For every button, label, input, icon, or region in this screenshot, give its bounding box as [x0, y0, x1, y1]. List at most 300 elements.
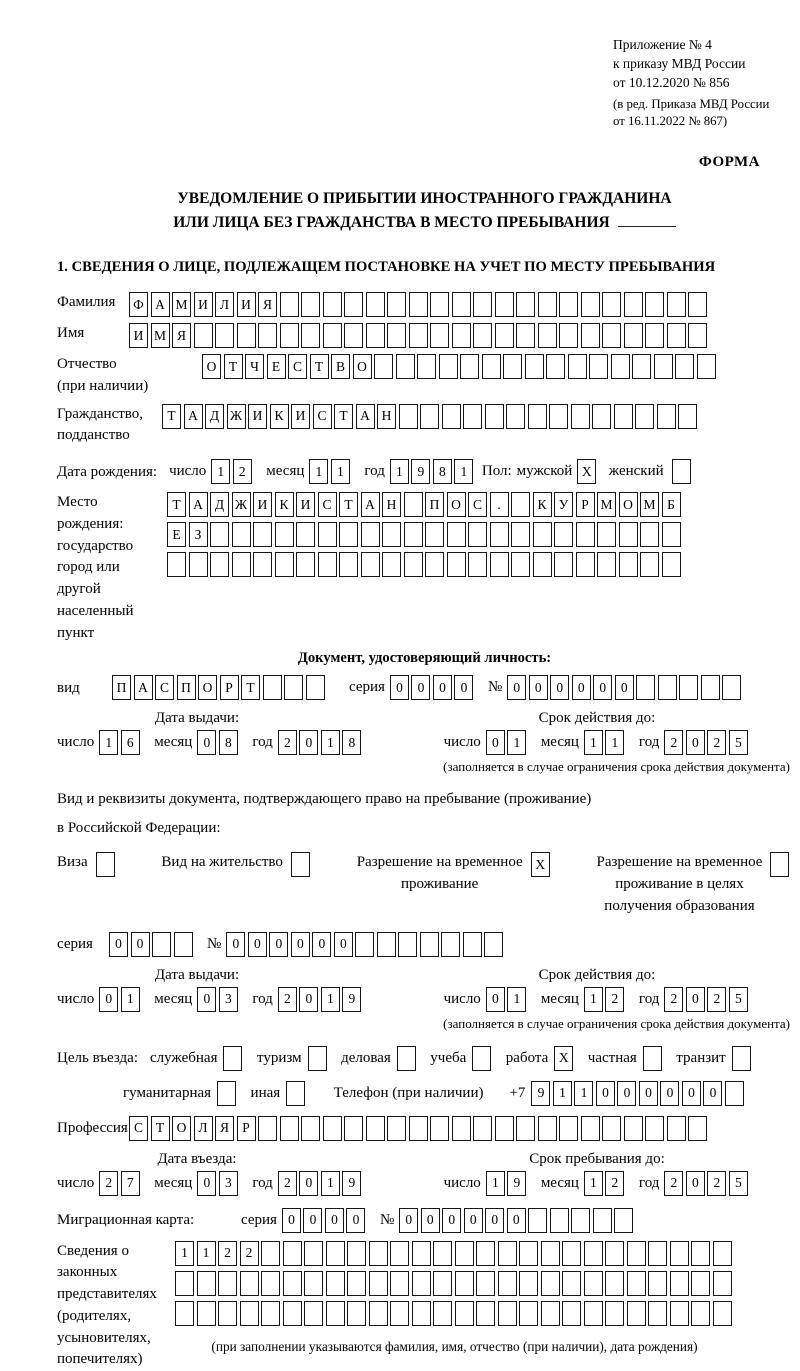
char-cell[interactable]: 0 [299, 730, 318, 755]
char-cell[interactable]: 0 [572, 675, 591, 700]
char-cell[interactable]: 0 [617, 1081, 636, 1106]
male-checkbox[interactable] [577, 459, 599, 484]
char-cell[interactable] [425, 552, 444, 577]
char-cell[interactable]: А [189, 492, 208, 517]
char-cell[interactable] [619, 522, 638, 547]
char-cell[interactable]: 2 [278, 987, 297, 1012]
char-cell[interactable]: С [313, 404, 332, 429]
char-cell[interactable]: 9 [531, 1081, 550, 1106]
char-cell[interactable] [713, 1301, 732, 1326]
visa-checkbox[interactable] [96, 852, 118, 877]
char-cell[interactable] [468, 522, 487, 547]
char-cell[interactable] [670, 1301, 689, 1326]
char-cell[interactable]: С [288, 354, 307, 379]
char-cell[interactable] [495, 323, 514, 348]
char-cell[interactable] [654, 354, 673, 379]
char-cell[interactable]: 1 [175, 1241, 194, 1266]
char-cell[interactable] [559, 323, 578, 348]
char-cell[interactable]: X [531, 852, 550, 877]
char-cell[interactable]: 0 [442, 1208, 461, 1233]
doc-type-cells[interactable] [112, 675, 327, 700]
char-cell[interactable] [253, 522, 272, 547]
char-cell[interactable]: Т [241, 675, 260, 700]
char-cell[interactable] [275, 522, 294, 547]
char-cell[interactable]: А [184, 404, 203, 429]
char-cell[interactable]: 0 [131, 932, 150, 957]
char-cell[interactable]: 0 [507, 675, 526, 700]
char-cell[interactable] [240, 1271, 259, 1296]
char-cell[interactable]: И [296, 492, 315, 517]
char-cell[interactable]: 0 [703, 1081, 722, 1106]
char-cell[interactable]: 0 [550, 675, 569, 700]
char-cell[interactable] [344, 1116, 363, 1141]
char-cell[interactable]: 9 [411, 459, 430, 484]
char-cell[interactable] [455, 1301, 474, 1326]
char-cell[interactable] [430, 323, 449, 348]
char-cell[interactable] [511, 522, 530, 547]
char-cell[interactable] [347, 1241, 366, 1266]
char-cell[interactable] [562, 1301, 581, 1326]
residence-permit-checkbox[interactable] [291, 852, 313, 877]
char-cell[interactable] [261, 1271, 280, 1296]
doc-issue-day-cells[interactable] [99, 730, 142, 755]
char-cell[interactable] [691, 1271, 710, 1296]
char-cell[interactable] [688, 323, 707, 348]
char-cell[interactable] [301, 1116, 320, 1141]
char-cell[interactable] [390, 1301, 409, 1326]
char-cell[interactable] [296, 552, 315, 577]
char-cell[interactable]: О [172, 1116, 191, 1141]
char-cell[interactable] [223, 1046, 242, 1071]
char-cell[interactable] [258, 1116, 277, 1141]
char-cell[interactable]: П [425, 492, 444, 517]
doc-valid-year-cells[interactable] [664, 730, 750, 755]
char-cell[interactable]: 1 [321, 730, 340, 755]
char-cell[interactable]: Ф [129, 292, 148, 317]
char-cell[interactable] [571, 404, 590, 429]
doc-issue-year-cells[interactable] [278, 730, 364, 755]
char-cell[interactable] [678, 404, 697, 429]
char-cell[interactable] [688, 1116, 707, 1141]
char-cell[interactable] [640, 552, 659, 577]
char-cell[interactable] [404, 492, 423, 517]
char-cell[interactable] [648, 1301, 667, 1326]
birth-month-cells[interactable] [309, 459, 352, 484]
surname-cells[interactable] [129, 292, 710, 317]
char-cell[interactable]: 9 [342, 987, 361, 1012]
char-cell[interactable] [511, 492, 530, 517]
char-cell[interactable]: Т [162, 404, 181, 429]
char-cell[interactable]: 0 [464, 1208, 483, 1233]
char-cell[interactable] [344, 292, 363, 317]
char-cell[interactable] [291, 852, 310, 877]
char-cell[interactable]: О [198, 675, 217, 700]
char-cell[interactable] [627, 1271, 646, 1296]
char-cell[interactable] [645, 323, 664, 348]
char-cell[interactable] [533, 522, 552, 547]
char-cell[interactable] [468, 552, 487, 577]
char-cell[interactable]: Е [167, 522, 186, 547]
char-cell[interactable] [283, 1241, 302, 1266]
char-cell[interactable] [632, 354, 651, 379]
char-cell[interactable]: 0 [299, 1171, 318, 1196]
char-cell[interactable]: 0 [596, 1081, 615, 1106]
char-cell[interactable] [670, 1241, 689, 1266]
char-cell[interactable] [476, 1271, 495, 1296]
char-cell[interactable] [218, 1301, 237, 1326]
char-cell[interactable] [377, 932, 396, 957]
char-cell[interactable]: Я [258, 292, 277, 317]
char-cell[interactable] [627, 1241, 646, 1266]
char-cell[interactable]: 1 [553, 1081, 572, 1106]
char-cell[interactable]: Ж [227, 404, 246, 429]
rvp-series-cells[interactable] [109, 932, 195, 957]
char-cell[interactable] [476, 1301, 495, 1326]
char-cell[interactable] [619, 552, 638, 577]
char-cell[interactable] [528, 1208, 547, 1233]
char-cell[interactable] [301, 292, 320, 317]
char-cell[interactable] [339, 552, 358, 577]
char-cell[interactable]: 1 [507, 987, 526, 1012]
char-cell[interactable] [482, 354, 501, 379]
char-cell[interactable]: 1 [507, 730, 526, 755]
char-cell[interactable] [369, 1271, 388, 1296]
char-cell[interactable]: 1 [454, 459, 473, 484]
char-cell[interactable]: Ж [232, 492, 251, 517]
birthplace-row3-cells[interactable] [167, 552, 683, 577]
birth-year-cells[interactable] [390, 459, 476, 484]
char-cell[interactable] [490, 522, 509, 547]
char-cell[interactable]: 0 [660, 1081, 679, 1106]
stay-year-cells[interactable] [664, 1171, 750, 1196]
char-cell[interactable] [409, 292, 428, 317]
char-cell[interactable]: 0 [197, 987, 216, 1012]
char-cell[interactable]: М [597, 492, 616, 517]
char-cell[interactable]: 2 [605, 1171, 624, 1196]
char-cell[interactable] [506, 404, 525, 429]
char-cell[interactable] [197, 1271, 216, 1296]
char-cell[interactable]: Т [334, 404, 353, 429]
char-cell[interactable] [571, 1208, 590, 1233]
char-cell[interactable]: 3 [219, 1171, 238, 1196]
purpose-business-checkbox[interactable] [223, 1046, 245, 1071]
char-cell[interactable]: М [151, 323, 170, 348]
doc-valid-day-cells[interactable] [486, 730, 529, 755]
char-cell[interactable] [498, 1271, 517, 1296]
char-cell[interactable] [645, 292, 664, 317]
char-cell[interactable]: 5 [729, 730, 748, 755]
char-cell[interactable] [592, 404, 611, 429]
char-cell[interactable]: 0 [346, 1208, 365, 1233]
char-cell[interactable] [484, 932, 503, 957]
char-cell[interactable]: 0 [639, 1081, 658, 1106]
char-cell[interactable]: 0 [411, 675, 430, 700]
char-cell[interactable] [404, 552, 423, 577]
char-cell[interactable] [636, 675, 655, 700]
char-cell[interactable] [296, 522, 315, 547]
char-cell[interactable]: К [275, 492, 294, 517]
char-cell[interactable] [326, 1301, 345, 1326]
char-cell[interactable] [495, 292, 514, 317]
char-cell[interactable] [770, 852, 789, 877]
char-cell[interactable]: 0 [334, 932, 353, 957]
char-cell[interactable] [323, 292, 342, 317]
char-cell[interactable] [576, 522, 595, 547]
char-cell[interactable] [463, 404, 482, 429]
char-cell[interactable] [412, 1241, 431, 1266]
char-cell[interactable] [396, 354, 415, 379]
char-cell[interactable]: 2 [707, 987, 726, 1012]
char-cell[interactable]: 0 [486, 987, 505, 1012]
char-cell[interactable]: 1 [605, 730, 624, 755]
char-cell[interactable]: 0 [312, 932, 331, 957]
stay-day-cells[interactable] [486, 1171, 529, 1196]
char-cell[interactable] [554, 522, 573, 547]
char-cell[interactable]: С [318, 492, 337, 517]
char-cell[interactable]: 9 [342, 1171, 361, 1196]
char-cell[interactable]: А [151, 292, 170, 317]
char-cell[interactable] [614, 1208, 633, 1233]
char-cell[interactable] [519, 1301, 538, 1326]
char-cell[interactable]: 0 [399, 1208, 418, 1233]
char-cell[interactable] [624, 323, 643, 348]
char-cell[interactable]: 0 [197, 730, 216, 755]
char-cell[interactable]: Ч [245, 354, 264, 379]
char-cell[interactable] [374, 354, 393, 379]
char-cell[interactable]: 0 [686, 1171, 705, 1196]
char-cell[interactable] [387, 1116, 406, 1141]
char-cell[interactable]: М [172, 292, 191, 317]
doc-series-cells[interactable] [390, 675, 476, 700]
char-cell[interactable] [210, 522, 229, 547]
rvp-valid-day-cells[interactable] [486, 987, 529, 1012]
doc-valid-month-cells[interactable] [584, 730, 627, 755]
char-cell[interactable]: 0 [486, 730, 505, 755]
char-cell[interactable]: 0 [197, 1171, 216, 1196]
char-cell[interactable]: 0 [682, 1081, 701, 1106]
char-cell[interactable] [732, 1046, 751, 1071]
char-cell[interactable] [280, 292, 299, 317]
char-cell[interactable] [275, 552, 294, 577]
char-cell[interactable] [409, 1116, 428, 1141]
char-cell[interactable]: О [353, 354, 372, 379]
char-cell[interactable] [627, 1301, 646, 1326]
char-cell[interactable]: 1 [99, 730, 118, 755]
char-cell[interactable] [175, 1271, 194, 1296]
char-cell[interactable]: 2 [240, 1241, 259, 1266]
char-cell[interactable] [584, 1241, 603, 1266]
char-cell[interactable]: 2 [218, 1241, 237, 1266]
char-cell[interactable] [485, 404, 504, 429]
char-cell[interactable] [430, 1116, 449, 1141]
char-cell[interactable] [675, 354, 694, 379]
char-cell[interactable]: О [447, 492, 466, 517]
char-cell[interactable] [581, 292, 600, 317]
char-cell[interactable] [624, 1116, 643, 1141]
char-cell[interactable]: Т [339, 492, 358, 517]
char-cell[interactable]: 0 [454, 675, 473, 700]
char-cell[interactable] [550, 1208, 569, 1233]
char-cell[interactable] [280, 323, 299, 348]
char-cell[interactable]: 1 [584, 1171, 603, 1196]
char-cell[interactable] [344, 323, 363, 348]
char-cell[interactable]: И [129, 323, 148, 348]
char-cell[interactable] [662, 552, 681, 577]
char-cell[interactable] [412, 1301, 431, 1326]
char-cell[interactable] [455, 1241, 474, 1266]
char-cell[interactable] [635, 404, 654, 429]
char-cell[interactable] [369, 1241, 388, 1266]
char-cell[interactable]: У [554, 492, 573, 517]
char-cell[interactable]: 1 [486, 1171, 505, 1196]
char-cell[interactable]: Д [210, 492, 229, 517]
char-cell[interactable]: 1 [584, 730, 603, 755]
char-cell[interactable] [688, 292, 707, 317]
birth-day-cells[interactable] [211, 459, 254, 484]
char-cell[interactable] [528, 404, 547, 429]
char-cell[interactable]: 1 [121, 987, 140, 1012]
char-cell[interactable] [366, 292, 385, 317]
char-cell[interactable] [387, 292, 406, 317]
char-cell[interactable] [614, 404, 633, 429]
char-cell[interactable]: 8 [342, 730, 361, 755]
char-cell[interactable]: 0 [282, 1208, 301, 1233]
char-cell[interactable] [218, 1271, 237, 1296]
char-cell[interactable] [452, 323, 471, 348]
char-cell[interactable] [562, 1241, 581, 1266]
rvp-valid-year-cells[interactable] [664, 987, 750, 1012]
char-cell[interactable] [369, 1301, 388, 1326]
char-cell[interactable] [498, 1241, 517, 1266]
char-cell[interactable] [390, 1241, 409, 1266]
char-cell[interactable] [308, 1046, 327, 1071]
char-cell[interactable] [658, 675, 677, 700]
char-cell[interactable] [538, 292, 557, 317]
char-cell[interactable] [589, 354, 608, 379]
char-cell[interactable]: 8 [219, 730, 238, 755]
char-cell[interactable]: . [490, 492, 509, 517]
char-cell[interactable] [355, 932, 374, 957]
char-cell[interactable] [554, 552, 573, 577]
char-cell[interactable] [280, 1116, 299, 1141]
char-cell[interactable] [194, 323, 213, 348]
purpose-private-checkbox[interactable] [643, 1046, 665, 1071]
char-cell[interactable] [304, 1301, 323, 1326]
char-cell[interactable] [261, 1241, 280, 1266]
char-cell[interactable] [397, 1046, 416, 1071]
char-cell[interactable]: О [202, 354, 221, 379]
char-cell[interactable] [476, 1241, 495, 1266]
char-cell[interactable]: 2 [233, 459, 252, 484]
char-cell[interactable] [624, 292, 643, 317]
char-cell[interactable] [713, 1241, 732, 1266]
char-cell[interactable]: 2 [99, 1171, 118, 1196]
birthplace-row1-cells[interactable] [167, 492, 683, 517]
char-cell[interactable] [691, 1301, 710, 1326]
char-cell[interactable]: 1 [309, 459, 328, 484]
char-cell[interactable] [605, 1301, 624, 1326]
char-cell[interactable]: Р [220, 675, 239, 700]
char-cell[interactable]: 0 [529, 675, 548, 700]
purpose-transit-checkbox[interactable] [732, 1046, 754, 1071]
char-cell[interactable]: 0 [269, 932, 288, 957]
char-cell[interactable] [648, 1241, 667, 1266]
char-cell[interactable]: П [112, 675, 131, 700]
rvp-issue-year-cells[interactable] [278, 987, 364, 1012]
char-cell[interactable]: С [155, 675, 174, 700]
char-cell[interactable] [433, 1301, 452, 1326]
char-cell[interactable]: П [177, 675, 196, 700]
char-cell[interactable] [304, 1271, 323, 1296]
representatives-row3-cells[interactable] [175, 1301, 734, 1326]
char-cell[interactable] [442, 404, 461, 429]
char-cell[interactable] [725, 1081, 744, 1106]
char-cell[interactable]: 1 [197, 1241, 216, 1266]
char-cell[interactable] [258, 323, 277, 348]
char-cell[interactable]: 0 [109, 932, 128, 957]
char-cell[interactable] [667, 292, 686, 317]
char-cell[interactable] [286, 1081, 305, 1106]
char-cell[interactable]: И [194, 292, 213, 317]
migration-number-cells[interactable] [399, 1208, 636, 1233]
char-cell[interactable] [697, 354, 716, 379]
char-cell[interactable]: 5 [729, 1171, 748, 1196]
rvp-issue-month-cells[interactable] [197, 987, 240, 1012]
char-cell[interactable]: 8 [433, 459, 452, 484]
char-cell[interactable]: А [356, 404, 375, 429]
char-cell[interactable] [670, 1271, 689, 1296]
char-cell[interactable] [430, 292, 449, 317]
representatives-row2-cells[interactable] [175, 1271, 734, 1296]
char-cell[interactable]: 0 [299, 987, 318, 1012]
char-cell[interactable] [549, 404, 568, 429]
givenname-cells[interactable] [129, 323, 710, 348]
entry-day-cells[interactable] [99, 1171, 142, 1196]
char-cell[interactable]: 7 [121, 1171, 140, 1196]
char-cell[interactable] [546, 354, 565, 379]
char-cell[interactable] [253, 552, 272, 577]
char-cell[interactable]: 0 [593, 675, 612, 700]
char-cell[interactable] [463, 932, 482, 957]
char-cell[interactable]: К [533, 492, 552, 517]
char-cell[interactable]: 1 [211, 459, 230, 484]
char-cell[interactable]: И [248, 404, 267, 429]
char-cell[interactable] [326, 1271, 345, 1296]
char-cell[interactable] [584, 1271, 603, 1296]
char-cell[interactable] [366, 1116, 385, 1141]
birthplace-row2-cells[interactable] [167, 522, 683, 547]
char-cell[interactable]: Т [151, 1116, 170, 1141]
char-cell[interactable] [167, 552, 186, 577]
char-cell[interactable]: 1 [321, 987, 340, 1012]
char-cell[interactable] [472, 1046, 491, 1071]
entry-year-cells[interactable] [278, 1171, 364, 1196]
char-cell[interactable]: 2 [707, 730, 726, 755]
char-cell[interactable]: Н [377, 404, 396, 429]
char-cell[interactable] [283, 1301, 302, 1326]
char-cell[interactable] [323, 323, 342, 348]
entry-month-cells[interactable] [197, 1171, 240, 1196]
char-cell[interactable] [602, 1116, 621, 1141]
char-cell[interactable]: Е [267, 354, 286, 379]
char-cell[interactable] [323, 1116, 342, 1141]
char-cell[interactable]: Т [224, 354, 243, 379]
char-cell[interactable]: Р [237, 1116, 256, 1141]
citizenship-cells[interactable] [162, 404, 700, 429]
char-cell[interactable] [473, 292, 492, 317]
char-cell[interactable]: 0 [686, 987, 705, 1012]
char-cell[interactable]: 2 [664, 987, 683, 1012]
